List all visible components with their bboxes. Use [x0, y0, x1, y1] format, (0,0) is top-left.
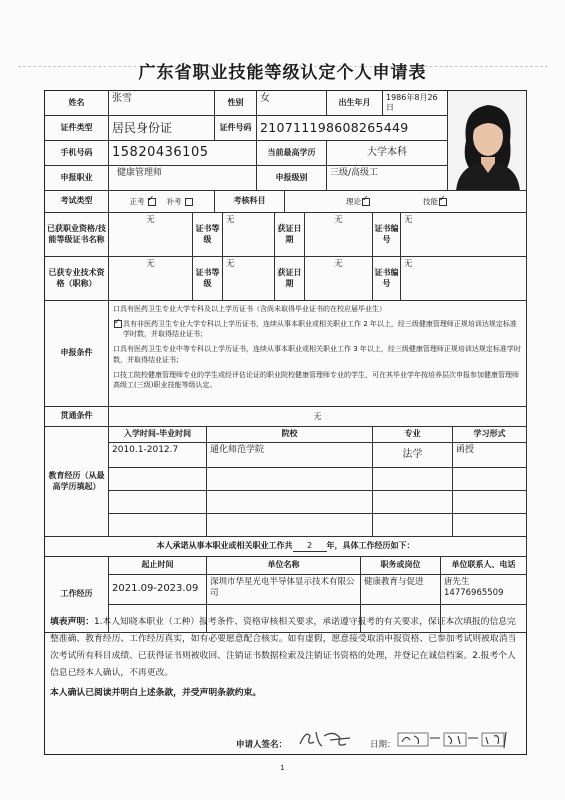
- value-cert-no-1: 无: [401, 213, 527, 257]
- work-header-contact: 单位联系人、电话: [441, 557, 527, 575]
- edu-row-major: 法学: [373, 443, 453, 468]
- exam-retake-checkbox[interactable]: [185, 198, 193, 206]
- work-row-company: 深圳市华星光电半导体显示技术有限公司: [207, 575, 361, 605]
- edu-empty-cell: [109, 514, 207, 537]
- value-occupation: 健康管理师: [109, 166, 257, 191]
- portrait-image: [448, 91, 527, 191]
- edu-header-school: 院校: [207, 427, 373, 443]
- label-acquire-date-2: 获证日期: [275, 257, 305, 301]
- label-professional-title: 已获专业技术资格（职称）: [45, 257, 109, 301]
- edu-empty-cell: [453, 491, 527, 514]
- value-education-level: 大学本科: [327, 141, 448, 166]
- label-cert-level-1: 证书等级: [193, 213, 223, 257]
- edu-empty-cell: [207, 491, 373, 514]
- subject-theory-checkbox[interactable]: [362, 198, 370, 206]
- applicant-sign-label: 申请人签名：: [236, 740, 288, 750]
- work-years: 2: [293, 541, 327, 553]
- exam-retake-label: 补考: [166, 196, 182, 206]
- label-occupation: 申报职业: [45, 166, 109, 191]
- value-cert-level-1: 无: [223, 213, 275, 257]
- condition-item-4: 口技工院校健康管理师专业的学生或经评估论证的职业院校健康管理师专业的学生，可在其毕业学年按培养层次申报参加健康管理师高级工(三级)职业技能等级认定。: [113, 370, 519, 389]
- label-conditions: 申报条件: [45, 301, 109, 407]
- value-id-number: 210711198608265449: [257, 116, 448, 141]
- value-id-type: 居民身份证: [109, 116, 215, 141]
- value-acquire-date-2: 无: [305, 257, 373, 301]
- label-education-history: 教育经历（从最高学历填起）: [45, 427, 109, 537]
- value-gender: 女: [257, 91, 327, 116]
- edu-empty-cell: [453, 468, 527, 491]
- value-professional-title: 无: [109, 257, 193, 301]
- value-level: 三级/高级工: [327, 166, 448, 191]
- declaration-lead: 填表声明：: [50, 617, 94, 627]
- page-number: 1: [280, 764, 285, 772]
- date-label: 日期：: [370, 740, 396, 750]
- edu-empty-cell: [109, 491, 207, 514]
- label-through-conditions: 贯通条件: [45, 407, 109, 427]
- work-row-position: 健康教育与促进: [361, 575, 441, 605]
- label-birth: 出生年月: [327, 91, 383, 116]
- label-cert-no-2: 证书编号: [373, 257, 401, 301]
- condition-item-3: 口具有医药卫生专业中等专科以上学历证书，连续从事本职业或相关职业工作 3 年以上，经三级健康管理师正规培训达规定标准学时数，并取得结业证书；: [113, 345, 521, 364]
- conditions-list: [109, 301, 527, 407]
- edu-empty-cell: [373, 491, 453, 514]
- applicant-signature: [296, 726, 356, 752]
- label-gender: 性别: [215, 91, 257, 116]
- value-cert-no-2: 无: [401, 257, 527, 301]
- value-phone: 15820436105: [109, 141, 257, 166]
- label-work-history: 工作经历: [45, 557, 109, 633]
- label-level: 申报级别: [257, 166, 327, 191]
- work-commit-prefix: 本人承诺从事本职业或相关职业工作共: [156, 541, 293, 551]
- subject-skill-label: 技能: [423, 196, 438, 206]
- exam-first-checkbox[interactable]: [148, 198, 156, 206]
- work-commit-suffix: 年，具体工作经历如下：: [326, 541, 415, 551]
- edu-empty-cell: [109, 468, 207, 491]
- exam-subject-options: [285, 191, 527, 213]
- label-name: 姓名: [45, 91, 109, 116]
- value-through-conditions: 无: [109, 407, 527, 427]
- form-title: 广东省职业技能等级认定个人申请表: [138, 63, 427, 83]
- declaration-confirm: 本人确认已阅读并明白上述条款，并受声明条款约束。: [50, 687, 262, 698]
- value-birth: 1986年8月26日: [383, 91, 448, 116]
- edu-empty-cell: [373, 514, 453, 537]
- exam-first-label: 正考: [129, 196, 145, 206]
- edu-header-period: 入学时间-毕业时间: [109, 427, 207, 443]
- declaration-text: [50, 614, 521, 683]
- label-phone: 手机号码: [45, 141, 109, 166]
- condition-2-checkbox[interactable]: [114, 320, 122, 328]
- value-cert-level-2: 无: [223, 257, 275, 301]
- edu-empty-cell: [207, 514, 373, 537]
- label-id-number: 证件号码: [215, 116, 257, 141]
- work-header-period: 起止时间: [109, 557, 207, 575]
- value-qualification-cert: 无: [109, 213, 193, 257]
- label-id-type: 证件类型: [45, 116, 109, 141]
- edu-empty-cell: [453, 514, 527, 537]
- work-commitment: [45, 537, 527, 557]
- value-name: 张雪: [109, 91, 215, 116]
- label-qualification-cert: 已获职业资格/技能等级证书名称: [45, 213, 109, 257]
- condition-item-2: 具有非医药卫生专业大学专科以上学历证书，连续从事本职业或相关职业工作 2 年以上，经三级健康管理师正规培训达规定标准学时数，并取得结业证书；: [123, 320, 517, 339]
- label-education-level: 当前最高学历: [257, 141, 327, 166]
- work-header-position: 职务或岗位: [361, 557, 441, 575]
- declaration-body: 1.本人知晓本职业（工种）报考条件、资格审核相关要求，承诺遵守报考的有关要求，保证本次填报的信息完整准确、教育经历、工作经历真实，如有必要愿意配合核实。如有虚假，愿意接受取消申报资格、已参加考试则被取消当次考试所有科目成绩、已获得证书则被收回、注销证书数据检索及注销证书资格的处理，并登记在诚信档案。2.报考个人信息已经本人确认，不再更改。: [50, 617, 517, 679]
- edu-empty-cell: [373, 468, 453, 491]
- label-exam-subject: 考核科目: [215, 191, 285, 213]
- label-cert-level-2: 证书等级: [193, 257, 223, 301]
- label-acquire-date-1: 获证日期: [275, 213, 305, 257]
- label-cert-no-1: 证书编号: [373, 213, 401, 257]
- edu-row-school: 通化师范学院: [207, 443, 373, 468]
- subject-theory-label: 理论: [346, 196, 361, 206]
- handwritten-date: [396, 728, 516, 750]
- work-row-period: 2021.09-2023.09: [109, 575, 207, 605]
- value-acquire-date-1: 无: [305, 213, 373, 257]
- work-header-company: 单位名称: [207, 557, 361, 575]
- applicant-photo: [448, 91, 527, 191]
- work-row-contact: 唐先生 14776965509: [441, 575, 527, 605]
- subject-skill-checkbox[interactable]: [439, 198, 447, 206]
- label-exam-type: 考试类型: [45, 191, 109, 213]
- edu-row-form: 函授: [453, 443, 527, 468]
- edu-header-major: 专业: [373, 427, 453, 443]
- edu-header-form: 学习形式: [453, 427, 527, 443]
- condition-item-1: 口具有医药卫生专业大学专科及以上学历证书（含尚未取得毕业证书的在校应届毕业生）: [113, 305, 386, 313]
- edu-empty-cell: [207, 468, 373, 491]
- exam-type-options: [109, 191, 215, 213]
- edu-row-period: 2010.1-2012.7: [109, 443, 207, 468]
